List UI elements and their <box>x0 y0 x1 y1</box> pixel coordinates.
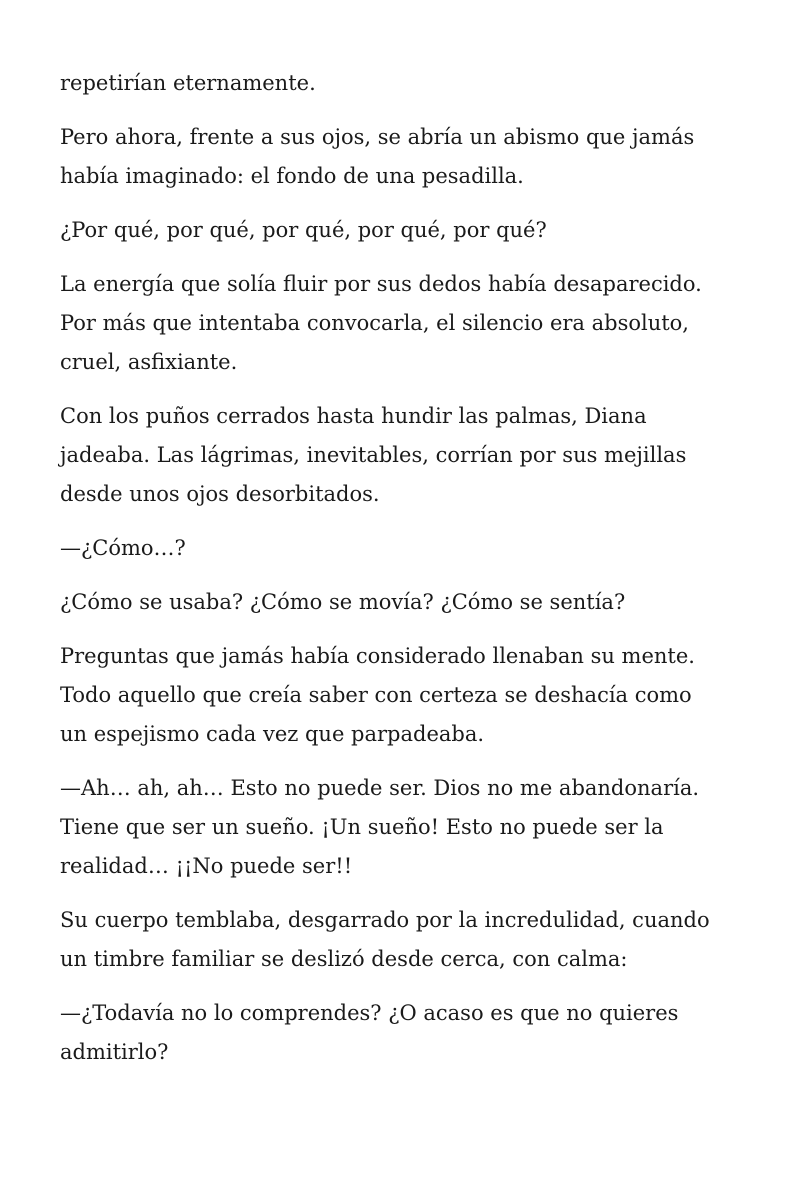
text-line: La energía que solía fluir por sus dedos había desaparecido. <box>60 272 702 296</box>
text-line: —¿Todavía no lo comprendes? ¿O acaso es que no quieres <box>60 1001 679 1025</box>
text-line: —Ah… ah, ah… Esto no puede ser. Dios no me abandonaría. <box>60 776 700 800</box>
text-line: Por más que intentaba convocarla, el silencio era absoluto, <box>60 311 689 335</box>
text-line: admitirlo? <box>60 1040 169 1064</box>
text-line: cruel, asfixiante. <box>60 350 238 374</box>
text-line: —¿Cómo…? <box>60 536 186 560</box>
paragraph <box>60 265 760 382</box>
paragraph <box>60 397 760 514</box>
paragraph <box>60 118 760 196</box>
reader-page <box>60 64 760 1087</box>
paragraph <box>60 64 760 103</box>
text-line: Su cuerpo temblaba, desgarrado por la incredulidad, cuando <box>60 908 710 932</box>
paragraph <box>60 529 760 568</box>
text-line: Todo aquello que creía saber con certeza se deshacía como <box>60 683 692 707</box>
paragraph <box>60 583 760 622</box>
paragraph <box>60 769 760 886</box>
text-line: Pero ahora, frente a sus ojos, se abría un abismo que jamás <box>60 125 695 149</box>
text-line: ¿Por qué, por qué, por qué, por qué, por qué? <box>60 218 547 242</box>
text-line: desde unos ojos desorbitados. <box>60 482 380 506</box>
text-line: un espejismo cada vez que parpadeaba. <box>60 722 485 746</box>
text-line: un timbre familiar se deslizó desde cerca, con calma: <box>60 947 628 971</box>
text-line: ¿Cómo se usaba? ¿Cómo se movía? ¿Cómo se sentía? <box>60 590 626 614</box>
text-line: jadeaba. Las lágrimas, inevitables, corrían por sus mejillas <box>60 443 687 467</box>
text-line: realidad… ¡¡No puede ser!! <box>60 854 353 878</box>
paragraph <box>60 901 760 979</box>
text-line: Preguntas que jamás había considerado llenaban su mente. <box>60 644 695 668</box>
paragraph <box>60 637 760 754</box>
text-line: había imaginado: el fondo de una pesadilla. <box>60 164 524 188</box>
text-line: Tiene que ser un sueño. ¡Un sueño! Esto no puede ser la <box>60 815 664 839</box>
paragraph <box>60 211 760 250</box>
text-line: Con los puños cerrados hasta hundir las palmas, Diana <box>60 404 647 428</box>
paragraph <box>60 994 760 1072</box>
text-line: repetirían eternamente. <box>60 71 316 95</box>
